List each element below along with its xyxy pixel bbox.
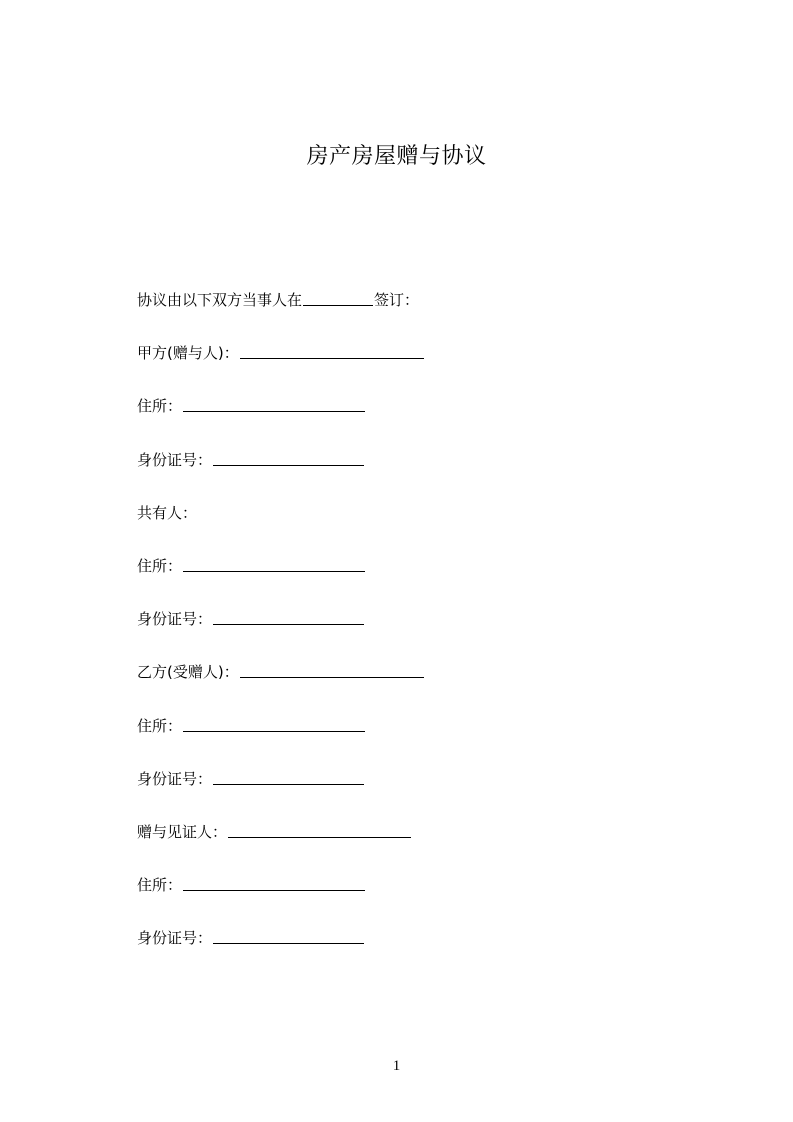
co-owner-line [137,503,737,556]
party-b-line [137,662,737,715]
page-title: 房产房屋赠与协议 [306,144,487,169]
page-number: 1 [392,1058,401,1074]
signing-intro-label: 协议由以下双方当事人在 [137,291,303,309]
co-owner-address-blank[interactable] [183,556,365,572]
witness-line [137,822,737,875]
address-label: 住所： [137,716,183,735]
address-label: 住所： [137,397,183,416]
witness-address-line [137,875,737,928]
party-b-address-blank[interactable] [183,716,365,732]
agreement-fields [137,290,737,981]
id-number-label: 身份证号： [137,450,213,469]
witness-address-blank[interactable] [183,875,365,891]
party-a-line [137,343,737,396]
party-b-address-line [137,716,737,769]
witness-id-blank[interactable] [213,928,364,944]
co-owner-id-blank[interactable] [213,609,364,625]
witness-id-line [137,928,737,981]
signing-location-line [137,290,737,343]
signing-suffix-label: 签订： [374,291,420,309]
party-a-address-blank[interactable] [183,396,365,412]
party-a-id-line [137,450,737,503]
co-owner-address-line [137,556,737,609]
party-b-id-blank[interactable] [213,769,364,785]
id-number-label: 身份证号： [137,929,213,948]
id-number-label: 身份证号： [137,769,213,788]
co-owner-label: 共有人： [137,503,198,522]
address-label: 住所： [137,876,183,895]
signing-place-blank[interactable] [303,290,373,306]
party-a-id-blank[interactable] [213,450,364,466]
co-owner-id-line [137,609,737,662]
witness-label: 赠与见证人： [137,822,228,841]
party-a-address-line [137,396,737,449]
address-label: 住所： [137,556,183,575]
party-a-name-blank[interactable] [240,343,424,359]
party-a-label: 甲方(赠与人)： [137,344,239,363]
witness-name-blank[interactable] [228,822,411,838]
party-b-id-line [137,769,737,822]
party-b-name-blank[interactable] [240,662,424,678]
party-b-label: 乙方(受赠人)： [137,663,239,682]
id-number-label: 身份证号： [137,610,213,629]
